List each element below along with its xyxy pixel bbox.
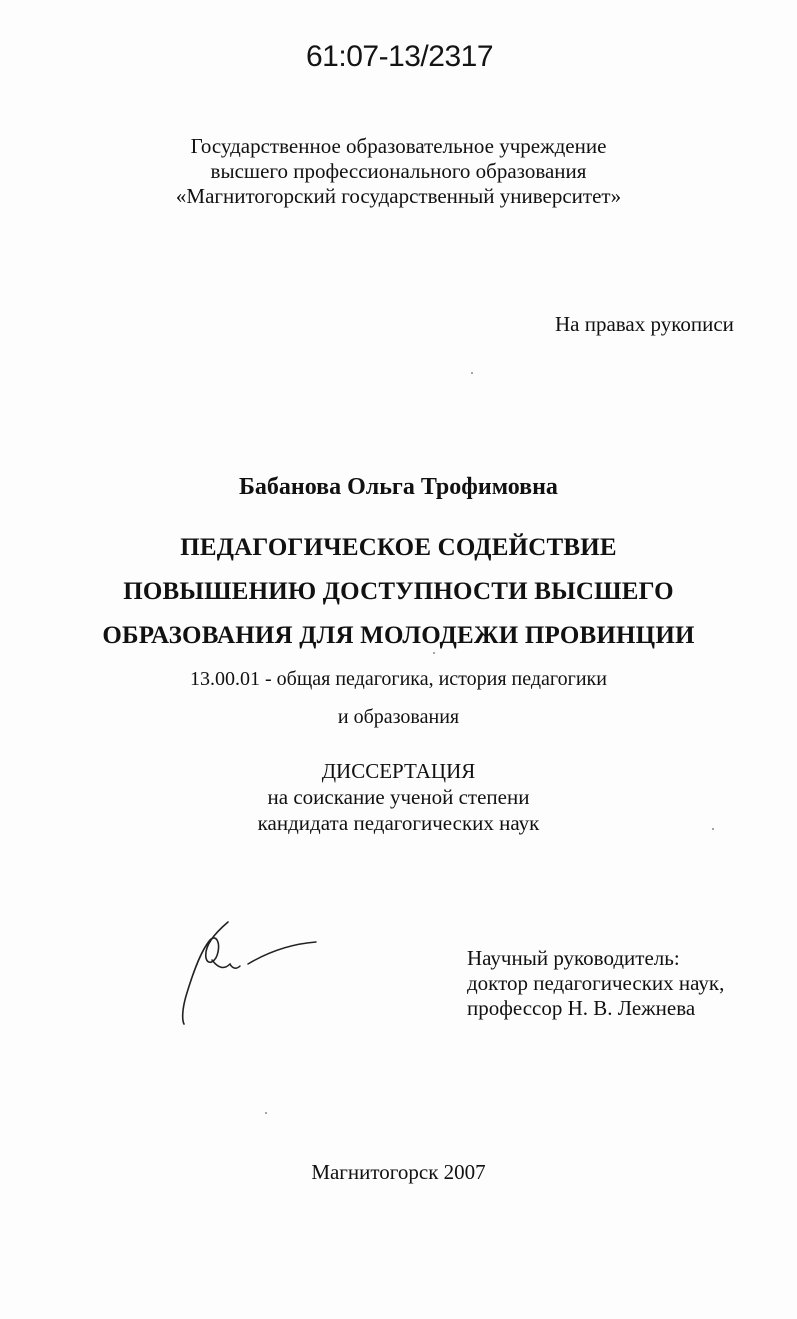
institution-line: Государственное образовательное учреждение xyxy=(190,134,607,158)
scan-speck xyxy=(471,372,473,374)
specialty-line: 13.00.01 - общая педагогика, история педагогики xyxy=(190,668,607,690)
city-and-year: Магнитогорск 2007 xyxy=(311,1160,486,1184)
scan-speck xyxy=(712,828,714,830)
specialty-line: и образования xyxy=(337,706,460,728)
author-name: Бабанова Ольга Трофимовна xyxy=(239,474,558,500)
rights-notice: На правах рукописи xyxy=(555,312,734,336)
dissertation-title xyxy=(0,526,797,658)
institution-line: высшего профессионального образования xyxy=(210,159,587,183)
scan-speck xyxy=(433,652,435,654)
doctype-line: на соискание ученой степени xyxy=(267,785,530,809)
institution-name xyxy=(0,134,797,209)
supervisor-label: Научный руководитель: xyxy=(467,946,680,970)
specialty-code xyxy=(0,660,797,736)
scientific-supervisor xyxy=(467,946,724,1021)
title-line: ПОВЫШЕНИЮ ДОСТУПНОСТИ ВЫСШЕГО xyxy=(123,578,674,605)
doctype-heading: ДИССЕРТАЦИЯ xyxy=(321,759,476,783)
scan-speck xyxy=(265,1112,267,1114)
signature-icon xyxy=(170,912,330,1032)
supervisor-degree: доктор педагогических наук, xyxy=(467,971,725,995)
catalog-number: 61:07-13/2317 xyxy=(306,40,494,73)
institution-line: «Магнитогорский государственный университет» xyxy=(175,184,622,208)
supervisor-name: профессор Н. В. Лежнева xyxy=(467,996,696,1020)
title-line: ПЕДАГОГИЧЕСКОЕ СОДЕЙСТВИЕ xyxy=(180,534,617,561)
document-type xyxy=(0,758,797,836)
title-line: ОБРАЗОВАНИЯ ДЛЯ МОЛОДЕЖИ ПРОВИНЦИИ xyxy=(102,622,695,649)
doctype-line: кандидата педагогических наук xyxy=(257,811,540,835)
